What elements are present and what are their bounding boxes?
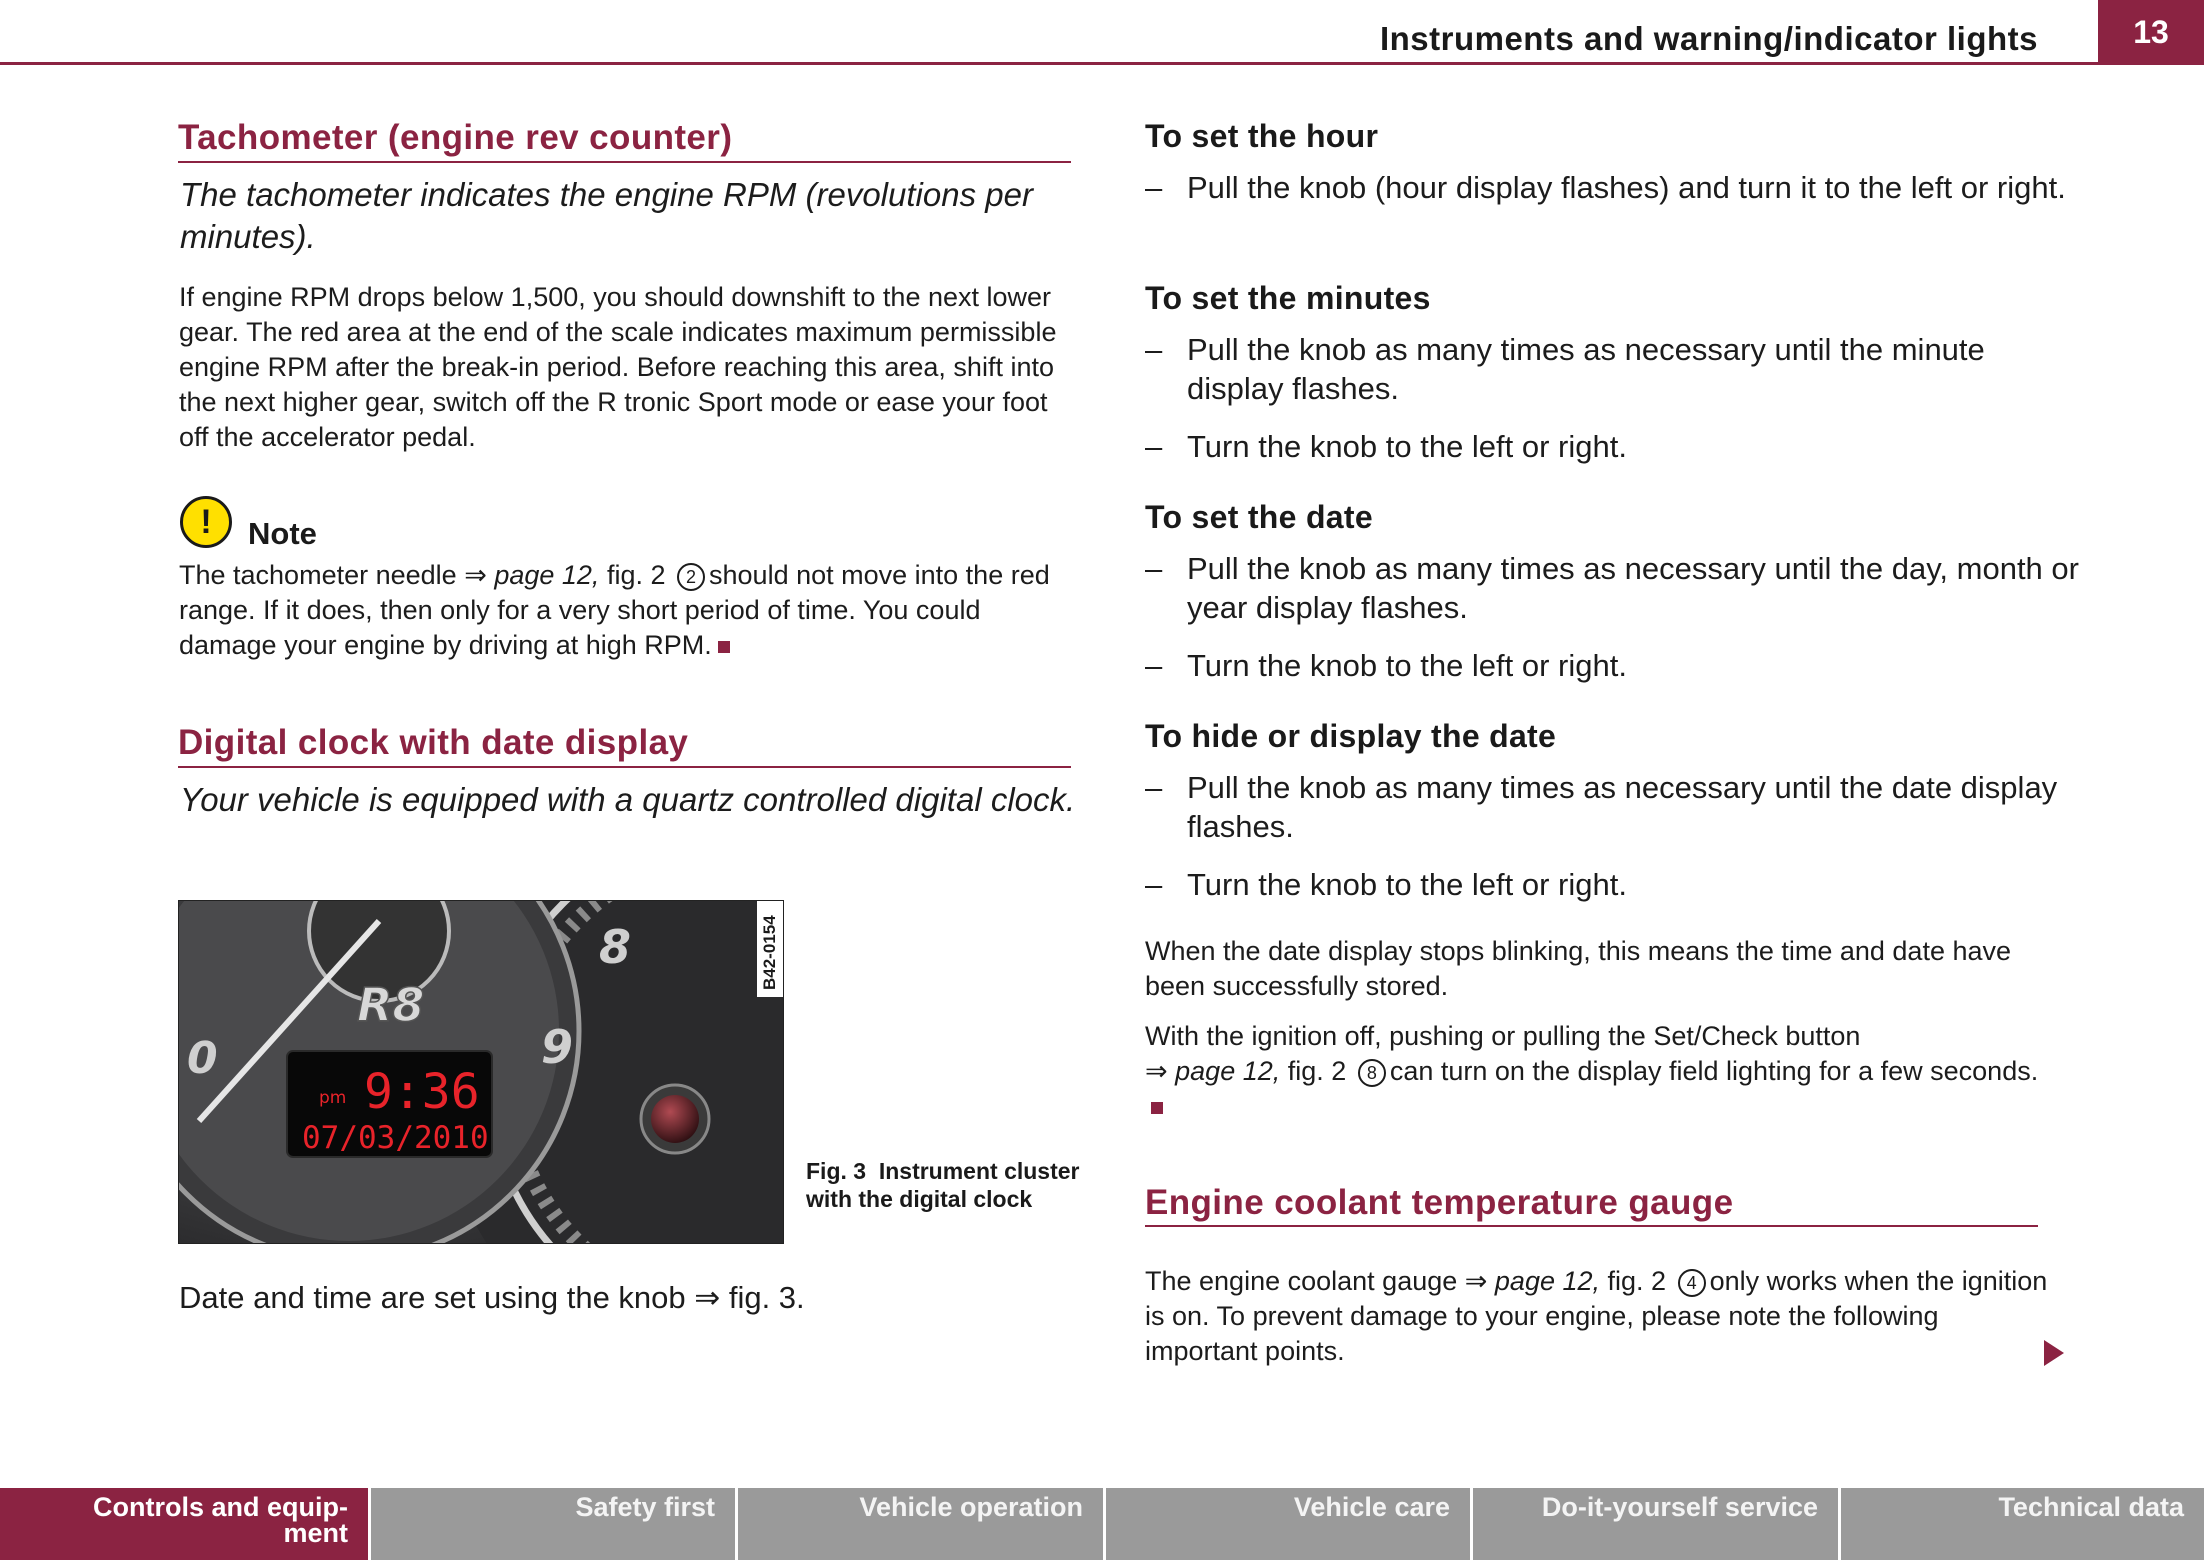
subheading-set-hour: To set the hour: [1145, 118, 1379, 154]
section-title-coolant: Engine coolant temperature gauge: [1145, 1183, 1734, 1222]
end-marker: [718, 641, 730, 653]
svg-text:8: 8: [599, 920, 632, 974]
continue-arrow-icon: [2044, 1340, 2064, 1366]
footer-tab-label: Vehicle care: [1293, 1492, 1450, 1522]
header-rule: [0, 62, 2204, 65]
step-item: – Pull the knob as many times as necessary until the minute display flashes.: [1145, 332, 1985, 406]
figure-code-label: [756, 904, 782, 994]
page-ref-link[interactable]: page 12,: [1494, 1266, 1601, 1296]
note-label: Note: [248, 516, 317, 551]
section-title-tachometer: Tachometer (engine rev counter): [178, 118, 733, 157]
page-number: 13: [2098, 0, 2204, 65]
svg-text:0: 0: [187, 1033, 218, 1084]
page-ref-link[interactable]: page 12,: [494, 560, 600, 590]
footer-nav: [0, 1488, 2204, 1560]
footer-tab-label: Vehicle operation: [859, 1492, 1083, 1522]
step-item: – Pull the knob (hour display flashes) and turn it to the left or right.: [1145, 170, 2066, 205]
note-text: The tachometer needle ⇒ page 12, fig. 2 2 should not move into the red range. If it does, then only for a very short period of time. You could damage your engine by driving at high RPM.: [179, 560, 1050, 660]
svg-text:9: 9: [541, 1020, 574, 1074]
footer-tab-controls[interactable]: [0, 1488, 368, 1560]
clock-intro: Your vehicle is equipped with a quartz controlled digital clock.: [180, 781, 1076, 818]
footer-tab-label: Do-it-yourself service: [1541, 1492, 1818, 1522]
figure-caption: Fig. 3 Instrument cluster with the digital clock: [806, 1158, 1080, 1212]
tachometer-body: If engine RPM drops below 1,500, you should downshift to the next lower gear. The red area at the end of the scale indicates maximum permissible engine RPM after the break-in period. Before reaching this area, shift into the next higher gear, switch off the R tronic Sport mode or ease your foot off the accelerator pedal.: [179, 282, 1057, 452]
step-item: – Pull the knob as many times as necessary until the day, month or year display flashes.: [1145, 551, 2079, 625]
callout-4: 4: [1678, 1269, 1706, 1297]
header-title: Instruments and warning/indicator lights: [1379, 20, 2038, 57]
step-item: – Pull the knob as many times as necessary until the date display flashes.: [1145, 770, 2058, 844]
warning-note-icon: !: [180, 496, 232, 548]
callout-8: 8: [1358, 1059, 1386, 1087]
footer-tab-label: Controls and equip- ment: [93, 1492, 348, 1548]
svg-text:9:36: 9:36: [364, 1064, 480, 1120]
svg-text:R8: R8: [357, 978, 425, 1032]
footer-tab-technical[interactable]: [1841, 1488, 2204, 1560]
section-rule: [178, 161, 1071, 163]
end-marker: [1151, 1102, 1163, 1114]
svg-text:B42-0154: B42-0154: [760, 915, 779, 990]
coolant-text: The engine coolant gauge ⇒ page 12, fig. 2 4 only works when the ignition is on. To prevent damage to your engine, please note the following important points.: [1145, 1266, 2048, 1366]
set-clock-text: Date and time are set using the knob ⇒ fig. 3.: [179, 1280, 805, 1315]
ignition-text: With the ignition off, pushing or pulling the Set/Check button ⇒ page 12, fig. 2 8 can turn on the display field lighting for a few seconds.: [1145, 1019, 2050, 1124]
footer-tab-label: Technical data: [1998, 1492, 2184, 1522]
svg-text:pm: pm: [319, 1088, 347, 1108]
footer-tab-care[interactable]: [1106, 1488, 1470, 1560]
subheading-hide-date: To hide or display the date: [1145, 718, 1557, 754]
stored-text: When the date display stops blinking, this means the time and date have been successfully stored.: [1145, 936, 2012, 1001]
step-item: – Turn the knob to the left or right.: [1145, 429, 1627, 464]
callout-2: 2: [677, 563, 705, 591]
subheading-set-minutes: To set the minutes: [1145, 280, 1431, 316]
step-item: – Turn the knob to the left or right.: [1145, 648, 1627, 683]
section-rule: [178, 766, 1071, 768]
footer-tab-safety[interactable]: [371, 1488, 735, 1560]
footer-tab-diy[interactable]: [1473, 1488, 1838, 1560]
subheading-set-date: To set the date: [1145, 499, 1373, 535]
page-ref-link[interactable]: page 12,: [1175, 1056, 1281, 1086]
instrument-cluster-figure: [178, 900, 784, 1244]
footer-tab-operation[interactable]: [738, 1488, 1103, 1560]
footer-tab-label: Safety first: [575, 1492, 715, 1522]
step-item: – Turn the knob to the left or right.: [1145, 867, 1627, 902]
cluster-illustration: [179, 901, 783, 1243]
tachometer-intro: The tachometer indicates the engine RPM (revolutions per minutes).: [180, 176, 1033, 255]
section-title-clock: Digital clock with date display: [178, 723, 689, 762]
svg-text:07/03/2010: 07/03/2010: [302, 1120, 489, 1156]
section-rule: [1145, 1225, 2038, 1227]
